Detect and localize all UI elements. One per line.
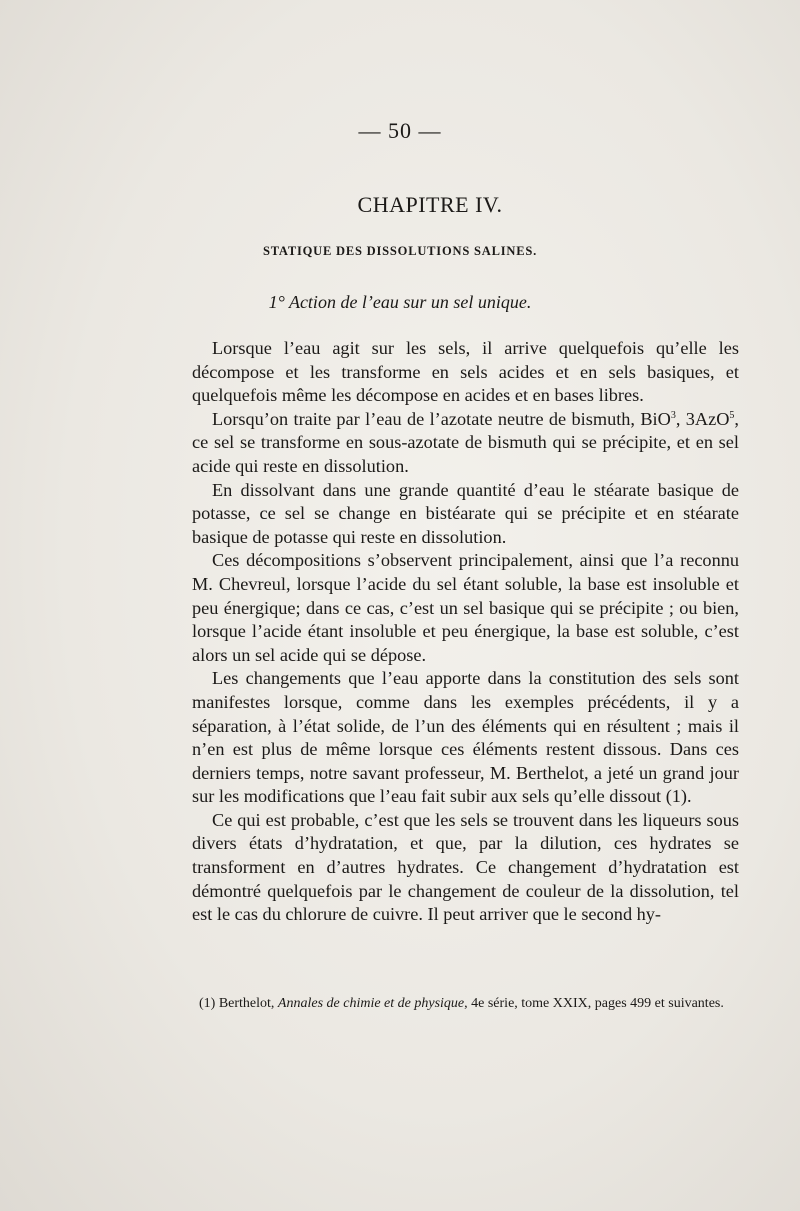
footnote-part-b: , 4e série, tome XXIX, pages 499 et suivantes. (464, 996, 724, 1011)
paragraph-2-part-a: Lorsqu’on traite par l’eau de l’azotate neutre de bismuth, BiO (212, 408, 671, 429)
chapter-title: CHAPITRE IV. (357, 192, 503, 217)
paragraph-4: Ces décompositions s’observent principalement, ainsi que l’a reconnu M. Chevreul, lorsque l’acide du sel étant soluble, la base est insoluble et peu énergique; dans ce cas, c’est un sel basique qui se précipite ; ou bien, lorsque l’acide étant insoluble et peu énergique, la base est soluble, c’est alors un sel acide qui se dépose. (192, 550, 739, 665)
paragraph-2-part-c: , ce sel se transforme en sous-azotate de bismuth qui se précipite, et en sel acide qui reste en dissolution. (192, 408, 739, 476)
page-number: — 50 — (358, 118, 442, 143)
footnote (185, 994, 739, 1013)
paragraph-3: En dissolvant dans une grande quantité d’eau le stéarate basique de potasse, ce sel se change en bistéarate qui se précipite et en stéarate basique de potasse qui reste en dissolution. (192, 479, 739, 547)
subsection-heading: 1° Action de l’eau sur un sel unique. (268, 292, 532, 312)
paragraph-5: Les changements que l’eau apporte dans la constitution des sels sont manifestes lorsque, comme dans les exemples précédents, il y a séparation, à l’état solide, de l’un des éléments qui en résultent ; mais il n’en est plus de même lorsque ces éléments restent dissous. Dans ces derniers temps, notre savant professeur, M. Berthelot, a jeté un grand jour sur les modifications que l’eau fait subir aux sels qu’elle dissout (1). (192, 668, 739, 807)
paragraph-1: Lorsque l’eau agit sur les sels, il arrive quelquefois qu’elle les décompose et les transforme en sels acides et en sels basiques, et quelquefois même les décompose en acides et en bases libres. (192, 338, 739, 406)
footnote-part-a: (1) Berthelot, (199, 996, 278, 1011)
paragraph-6: Ce qui est probable, c’est que les sels se trouvent dans les liqueurs sous divers états d’hydratation, et que, par la dilution, ces hydrates se transforment en d’autres hydrates. Ce changement d’hydratation est démontré quelquefois par le changement de couleur de la dissolution, tel est le cas du chlorure de cuivre. Il peut arriver que le second hy- (192, 809, 739, 925)
paragraph-2-part-b: , 3AzO (675, 408, 730, 429)
superscript-3: 3 (670, 409, 676, 421)
superscript-5: 5 (729, 409, 735, 421)
paragraph-2 (192, 408, 739, 479)
body-text (192, 337, 739, 927)
section-heading: STATIQUE DES DISSOLUTIONS SALINES. (262, 244, 538, 258)
footnote-journal-title: Annales de chimie et de physique (277, 996, 465, 1011)
